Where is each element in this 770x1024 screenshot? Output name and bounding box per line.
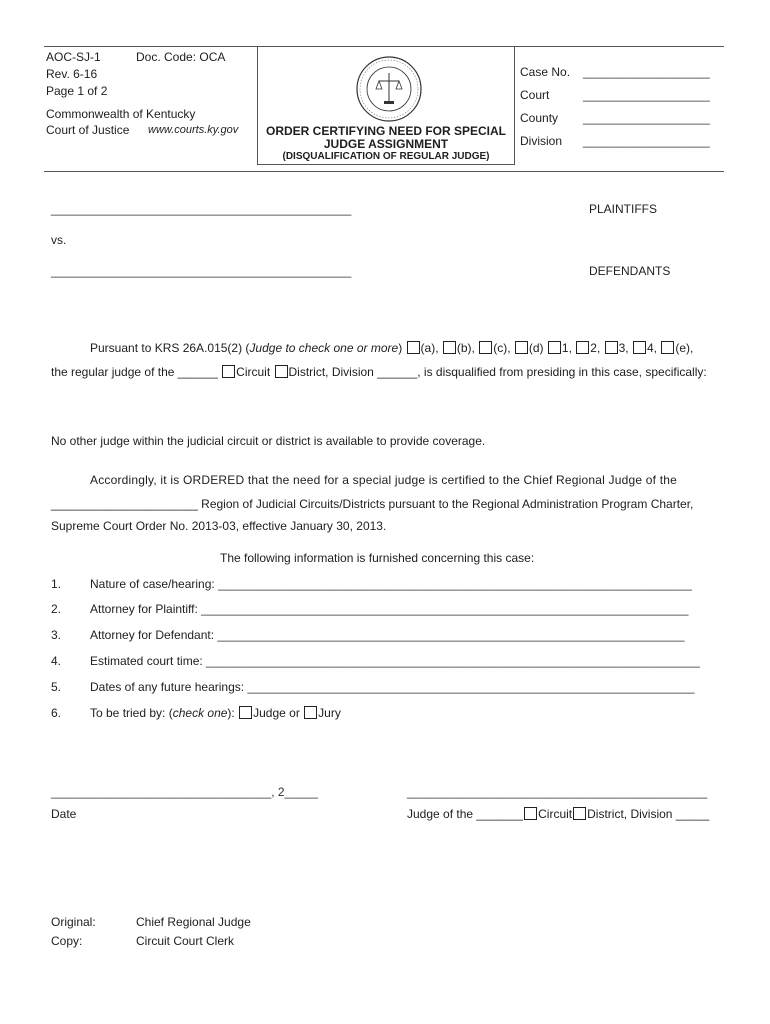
ordered-line1: Accordingly, it is ORDERED that the need for a special judge is certified to the Chief Regional Judge of the: [90, 473, 678, 487]
info-item-label: Attorney for Plaintiff:: [90, 602, 202, 616]
option-4-label: 4,: [646, 341, 657, 355]
court-seal-icon: [355, 55, 423, 126]
judge-checkbox[interactable]: [239, 706, 252, 719]
tried-by-prefix: To be tried by: (: [90, 706, 173, 720]
option-c-label: (c),: [493, 341, 511, 355]
pursuant-prefix: Pursuant to KRS 26A.015(2) (: [90, 341, 250, 355]
form-title-line1: ORDER CERTIFYING NEED FOR SPECIAL: [265, 124, 507, 138]
header-bottom-rule: [257, 164, 515, 165]
info-item-num: 5.: [51, 680, 62, 694]
tried-by-suffix: ):: [227, 706, 235, 720]
district-checkbox[interactable]: [275, 365, 288, 378]
info-item-field[interactable]: ___________________________________________________________________: [247, 680, 695, 694]
info-item-field[interactable]: _________________________________________________________________________: [201, 602, 689, 616]
pursuant-line: [90, 341, 693, 355]
district-division-text: District, Division ______, is disqualified from presiding in this case, specifically:: [288, 365, 707, 379]
defendants-field[interactable]: _____________________________________________: [51, 264, 352, 278]
judge-of-line: [407, 807, 709, 821]
form-title-line2: JUDGE ASSIGNMENT: [323, 137, 449, 151]
plaintiffs-field[interactable]: _____________________________________________: [51, 202, 352, 216]
pursuant-instruction: Judge to check one or more: [249, 341, 399, 355]
signature-circuit-checkbox[interactable]: [524, 807, 537, 820]
jury-checkbox[interactable]: [304, 706, 317, 719]
county-field[interactable]: ___________________: [583, 111, 710, 125]
judge-label: Judge or: [253, 706, 300, 720]
info-item-num: 1.: [51, 577, 62, 591]
copy-value: Circuit Court Clerk: [136, 934, 235, 948]
info-item-line[interactable]: [90, 577, 692, 591]
signature-district-checkbox[interactable]: [573, 807, 586, 820]
option-e-label: (e),: [675, 341, 694, 355]
division-field[interactable]: ___________________: [583, 134, 710, 148]
judge-signature-field[interactable]: _____________________________________________: [407, 785, 708, 799]
tried-by-line: [90, 706, 341, 720]
revision: Rev. 6-16: [46, 67, 98, 81]
option-c-checkbox[interactable]: [479, 341, 492, 354]
ordered-line3: Supreme Court Order No. 2013-03, effective January 30, 2013.: [51, 519, 387, 533]
court-of-justice: Court of Justice: [46, 123, 130, 137]
defendants-label: DEFENDANTS: [589, 264, 671, 278]
info-item-line[interactable]: [90, 680, 695, 694]
option-e-checkbox[interactable]: [661, 341, 674, 354]
judge-of-prefix: Judge of the _______: [407, 807, 524, 821]
no-other-judge-text: No other judge within the judicial circuit or district is available to provide coverage.: [51, 434, 486, 448]
option-b-label: (b),: [456, 341, 475, 355]
case-no-field[interactable]: ___________________: [583, 65, 710, 79]
info-item-num: 2.: [51, 602, 62, 616]
info-item-label: Estimated court time:: [90, 654, 207, 668]
date-label: Date: [51, 807, 77, 821]
option-1-checkbox[interactable]: [548, 341, 561, 354]
court-field[interactable]: ___________________: [583, 88, 710, 102]
option-a-label: (a),: [420, 341, 439, 355]
date-field[interactable]: _________________________________, 2_____: [51, 785, 318, 799]
circuit-checkbox[interactable]: [222, 365, 235, 378]
plaintiffs-label: PLAINTIFFS: [589, 202, 658, 216]
original-value: Chief Regional Judge: [136, 915, 251, 929]
option-b-checkbox[interactable]: [443, 341, 456, 354]
county-label: County: [520, 111, 559, 125]
info-item-num: 3.: [51, 628, 62, 642]
website: www.courts.ky.gov: [148, 124, 239, 136]
option-a-checkbox[interactable]: [407, 341, 420, 354]
info-item-line[interactable]: [90, 628, 685, 642]
item6-num: 6.: [51, 706, 62, 720]
form-subtitle: (DISQUALIFICATION OF REGULAR JUDGE): [282, 151, 490, 162]
header-top-rule: [44, 46, 724, 47]
court-label: Court: [520, 88, 550, 102]
following-info-text: The following information is furnished concerning this case:: [220, 551, 535, 565]
signature-circuit-label: Circuit: [538, 807, 573, 821]
info-item-label: Dates of any future hearings:: [90, 680, 248, 694]
info-item-label: Nature of case/hearing:: [90, 577, 219, 591]
header-divider-right: [514, 46, 515, 164]
info-item-line[interactable]: [90, 602, 688, 616]
info-item-field[interactable]: _______________________________________________________________________: [218, 577, 692, 591]
option-2-checkbox[interactable]: [576, 341, 589, 354]
regular-judge-prefix: the regular judge of the ______: [51, 365, 218, 379]
option-4-checkbox[interactable]: [633, 341, 646, 354]
form-id: AOC-SJ-1: [46, 50, 101, 64]
info-item-field[interactable]: __________________________________________________________________________: [206, 654, 700, 668]
page-number: Page 1 of 2: [46, 84, 108, 98]
pursuant-close: ): [398, 341, 403, 355]
division-label: Division: [520, 134, 563, 148]
info-item-label: Attorney for Defendant:: [90, 628, 218, 642]
regular-judge-line: [51, 365, 707, 379]
commonwealth: Commonwealth of Kentucky: [46, 107, 196, 121]
info-item-field[interactable]: ______________________________________________________________________: [217, 628, 685, 642]
option-2-label: 2,: [590, 341, 601, 355]
case-no-label: Case No.: [520, 65, 571, 79]
option-d-label: (d): [528, 341, 544, 355]
copy-label: Copy:: [51, 934, 83, 948]
tried-by-instruction: check one: [172, 706, 228, 720]
original-label: Original:: [51, 915, 96, 929]
doc-code: Doc. Code: OCA: [136, 50, 226, 64]
circuit-label: Circuit: [236, 365, 271, 379]
jury-label: Jury: [318, 706, 341, 720]
info-item-num: 4.: [51, 654, 62, 668]
option-d-checkbox[interactable]: [515, 341, 528, 354]
option-3-checkbox[interactable]: [605, 341, 618, 354]
option-1-label: 1,: [561, 341, 572, 355]
option-3-label: 3,: [618, 341, 629, 355]
versus-label: vs.: [51, 233, 67, 247]
ordered-line2: ______________________ Region of Judicial Circuits/Districts pursuant to the Regional Administration Program Charter,: [51, 497, 694, 511]
page-rule: [44, 171, 724, 172]
info-item-line[interactable]: [90, 654, 700, 668]
signature-district-label: District, Division _____: [587, 807, 710, 821]
